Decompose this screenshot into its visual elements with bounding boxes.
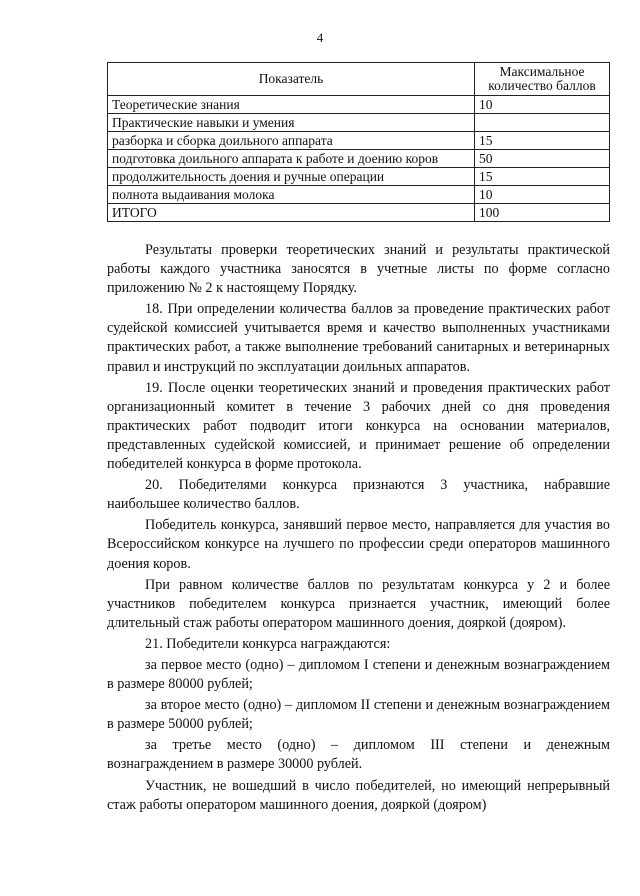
paragraph: 21. Победители конкурса награждаются: [145, 635, 391, 652]
row-value: 10 [475, 96, 610, 114]
row-name: Теоретические знания [108, 96, 475, 114]
paragraph: 20. Победителями конкурса признаются 3 участника, набравшие наибольшее количество баллов. [107, 477, 610, 513]
paragraph: 18. При определении количества баллов за проведение практических работ судейской комиссией учитывается время и качество выполненных участниками практических работ, а также выполнение требований санитарных и ветеринарных правил и инструкций по эксплуатации доильных аппаратов. [107, 301, 610, 375]
row-name: ИТОГО [108, 204, 475, 222]
row-value: 15 [475, 168, 610, 186]
paragraph: за третье место (одно) – дипломом III степени и денежным вознаграждением в размере 30000 рублей. [107, 737, 610, 773]
paragraph: за первое место (одно) – дипломом I степени и денежным вознаграждением в размере 80000 рублей; [107, 656, 610, 693]
row-name: продолжительность доения и ручные операции [108, 168, 475, 186]
row-name: Практические навыки и умения [108, 114, 475, 132]
document-body [107, 241, 610, 817]
paragraph: 19. После оценки теоретических знаний и проведения практических работ организационный комитет в течение 3 рабочих дней со дня проведения практических работ подводит итоги конкурса на основании материалов, представленных судейской комиссией, и принимает решение об определении победителей конкурса в форме протокола. [107, 379, 610, 473]
row-value: 100 [475, 204, 610, 222]
paragraph: за второе место (одно) – дипломом II степени и денежным вознаграждением в размере 50000 рублей; [107, 697, 610, 733]
row-value [475, 114, 610, 132]
row-name: подготовка доильного аппарата к работе и доению коров [108, 150, 475, 168]
table-row [108, 114, 610, 132]
paragraph: Участник, не вошедший в число победителей, но имеющий непрерывный стаж работы оператором машинного доения, дояркой (дояром) [107, 777, 610, 813]
paragraph: Результаты проверки теоретических знаний и результаты практической работы каждого участника заносятся в учетные листы по форме согласно приложению № 2 к настоящему Порядку. [107, 242, 610, 297]
row-name: разборка и сборка доильного аппарата [108, 132, 475, 150]
header-max-score: Максимальное количество баллов [475, 63, 610, 96]
table-row [108, 168, 610, 186]
score-table [107, 62, 610, 222]
paragraph: Победитель конкурса, занявший первое место, направляется для участия во Всероссийском конкурсе на лучшего по профессии среди операторов машинного доения коров. [107, 517, 610, 572]
table-row [108, 150, 610, 168]
row-value: 10 [475, 186, 610, 204]
table-total-row [108, 204, 610, 222]
header-indicator: Показатель [108, 63, 475, 96]
table-row [108, 132, 610, 150]
table-row [108, 96, 610, 114]
page-number: 4 [316, 30, 324, 45]
table-row [108, 186, 610, 204]
paragraph: При равном количестве баллов по результатам конкурса у 2 и более участников победителем конкурса признается участник, имеющий более длительный стаж работы оператором машинного доения, дояркой (дояром). [107, 576, 610, 631]
row-name: полнота выдаивания молока [108, 186, 475, 204]
row-value: 15 [475, 132, 610, 150]
row-value: 50 [475, 150, 610, 168]
table-header-row [108, 63, 610, 96]
